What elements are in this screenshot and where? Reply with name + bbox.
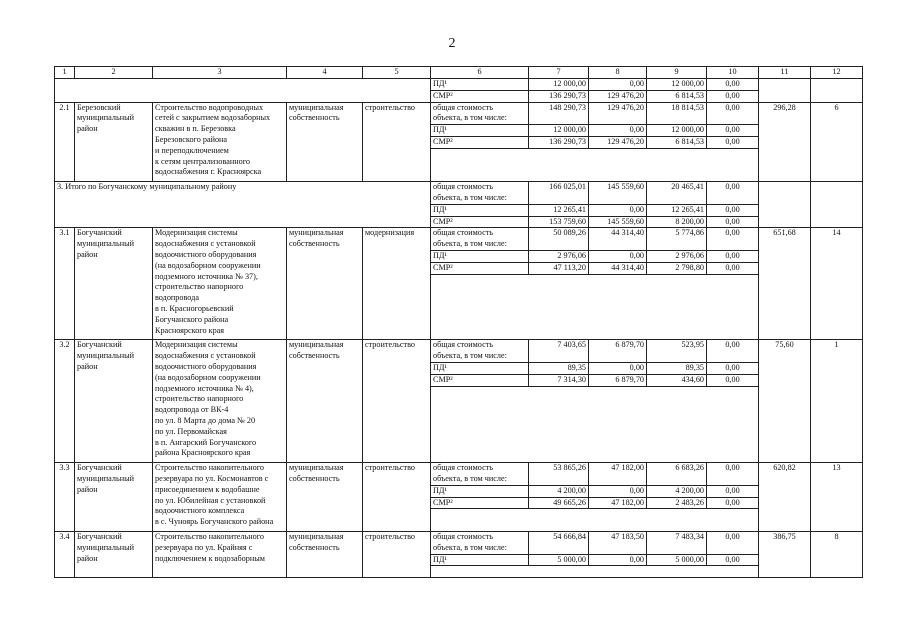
empty-cell <box>759 79 811 103</box>
object-name-line: водопровода от ВК-4 <box>155 405 229 415</box>
object-name-line: в п. Ангарский Богучанского <box>155 437 257 447</box>
smr-c9: 6 814,53 <box>675 136 704 146</box>
ownership-cell <box>287 463 363 532</box>
pd-c9: 2 976,06 <box>647 251 706 263</box>
detail-c8-cell <box>589 125 647 149</box>
ownership-cell <box>287 531 363 577</box>
detail-c7-cell <box>529 554 589 566</box>
pd-c7: 5 000,00 <box>557 554 586 564</box>
detail-c8-cell <box>589 250 647 274</box>
total-c10: 0,00 <box>725 182 740 192</box>
total-c7: 53 865,26 <box>529 463 589 486</box>
pd-label: ПД¹ <box>431 79 529 91</box>
object-name-line: (на водозаборном сооружении <box>155 260 261 270</box>
total-c10: 0,00 <box>707 102 759 125</box>
spacer <box>591 193 644 204</box>
col12-cell: 13 <box>811 463 863 532</box>
header-cell: 1 <box>55 67 75 79</box>
object-name-line: водоочистного оборудования <box>155 249 257 259</box>
header-cell: 10 <box>707 67 759 79</box>
page-number: 2 <box>448 36 456 51</box>
continuation-row <box>55 90 863 102</box>
row-number: 3.1 <box>55 228 75 340</box>
detail-c7-cell <box>529 485 589 509</box>
district-line: Богучанский <box>77 340 122 350</box>
col12-cell: 14 <box>811 228 863 340</box>
pd-c10: 0,00 <box>707 79 759 91</box>
col11-cell: 620,82 <box>759 463 811 532</box>
object-name-line: водоснабжения с установкой <box>155 351 256 361</box>
header-cell: 12 <box>811 67 863 79</box>
smr-c8: 145 559,60 <box>607 216 644 226</box>
work-type-cell: строительство <box>363 102 431 182</box>
smr-label: СМР² <box>431 90 529 102</box>
district-line: муниципальный <box>77 542 134 552</box>
detail-c7-cell <box>529 362 589 386</box>
row-number: 3.3 <box>55 463 75 532</box>
spacer <box>649 193 704 204</box>
smr-label: СМР² <box>433 136 453 146</box>
pd-c8: 0,00 <box>589 79 647 91</box>
empty-cell <box>759 182 811 228</box>
work-type-cell: строительство <box>363 340 431 463</box>
smr-c7: 136 290,73 <box>549 136 586 146</box>
smr-c10: 0,00 <box>707 90 759 102</box>
district-line: район <box>77 249 98 259</box>
total-c8: 47 182,00 <box>589 463 647 486</box>
pd-c7: 2 976,06 <box>529 251 588 263</box>
pd-c8: 0,00 <box>629 554 644 564</box>
row-number: 3.2 <box>55 340 75 463</box>
pd-c8: 0,00 <box>589 251 646 263</box>
district-cell <box>75 463 153 532</box>
header-row <box>55 67 863 79</box>
object-name-line: резервуара по ул. Космонавтов с <box>155 473 269 483</box>
pd-c8: 0,00 <box>589 125 646 137</box>
smr-label: СМР² <box>433 216 453 226</box>
object-name-line: по ул. Первомайская <box>155 426 227 436</box>
total-label-cell <box>431 228 529 251</box>
total-label-line: объекта, в том числе: <box>433 192 507 202</box>
detail-c10-cell <box>707 554 759 566</box>
total-c10: 0,00 <box>707 228 759 251</box>
smr-c9: 2 798,80 <box>675 262 704 272</box>
object-name-line: Модернизация системы <box>155 340 238 350</box>
object-name-line: подземного источника № 37), <box>155 271 258 281</box>
pd-label: ПД¹ <box>431 363 528 375</box>
pd-label: ПД¹ <box>433 554 447 564</box>
detail-c7-cell <box>529 250 589 274</box>
smr-c10: 0,00 <box>725 262 740 272</box>
smr-c10: 0,00 <box>725 497 740 507</box>
district-line: Богучанский <box>77 463 122 473</box>
total-label-cell <box>431 102 529 125</box>
object-row <box>55 228 863 251</box>
smr-c10: 0,00 <box>725 136 740 146</box>
work-type-cell: строительство <box>363 463 431 532</box>
row-number: 2.1 <box>55 102 75 182</box>
detail-label-cell <box>431 250 529 274</box>
object-name-cell <box>153 102 287 182</box>
ownership-line: собственность <box>289 351 340 361</box>
detail-c9-cell <box>647 554 707 566</box>
object-name-line: Строительство водопроводных <box>155 102 264 112</box>
col12-cell: 6 <box>811 102 863 182</box>
smr-c9: 8 200,00 <box>675 216 704 226</box>
ownership-line: муниципальная <box>289 228 344 238</box>
subtotal-label: 3. Итого по Богучанскому муниципальному району <box>55 182 431 228</box>
detail-c9-cell <box>647 125 707 149</box>
pd-c8: 0,00 <box>589 363 646 375</box>
header-cell: 8 <box>589 67 647 79</box>
object-name-line: водоочистного комплекса <box>155 506 245 516</box>
total-c10: 0,00 <box>707 340 759 363</box>
total-c8: 145 559,60 <box>607 182 644 192</box>
col12-cell: 8 <box>811 531 863 577</box>
pd-c9: 12 265,41 <box>647 204 706 217</box>
district-line: муниципальный <box>77 239 134 249</box>
smr-c7: 49 665,26 <box>553 497 586 507</box>
object-row <box>55 531 863 554</box>
ownership-line: муниципальная <box>289 102 344 112</box>
object-name-line: присоединением к водобашне <box>155 484 260 494</box>
object-name-cell <box>153 463 287 532</box>
smr-label: СМР² <box>433 497 453 507</box>
object-name-line: строительство напорного <box>155 282 244 292</box>
ownership-cell <box>287 228 363 340</box>
total-c9: 5 774,86 <box>647 228 707 251</box>
detail-label-cell <box>431 485 529 509</box>
detail-c9-cell <box>647 250 707 274</box>
header-cell: 11 <box>759 67 811 79</box>
ownership-cell <box>287 102 363 182</box>
object-name-line: водоснабжения г. Красноярска <box>155 167 262 177</box>
pd-c7: 12 265,41 <box>529 204 588 217</box>
district-line: район <box>77 361 98 371</box>
total-label-line: объекта, в том числе: <box>433 239 507 249</box>
object-name-line: Богучанского района <box>155 314 229 324</box>
smr-c7: 7 314,30 <box>557 374 586 384</box>
detail-c10-cell <box>707 362 759 386</box>
total-label-line: общая стоимость <box>433 340 494 350</box>
smr-c7: 47 113,20 <box>553 262 586 272</box>
ownership-line: собственность <box>289 542 340 552</box>
pd-c10: 0,00 <box>707 486 758 498</box>
total-c8: 44 314,40 <box>589 228 647 251</box>
detail-c8-cell <box>589 362 647 386</box>
detail-c9-cell <box>647 362 707 386</box>
total-label-line: общая стоимость <box>433 463 494 473</box>
total-label-line: общая стоимость <box>433 228 494 238</box>
district-line: район <box>77 484 98 494</box>
ownership-line: муниципальная <box>289 340 344 350</box>
continuation-row <box>55 79 863 91</box>
filler-cell <box>431 148 759 181</box>
header-cell: 5 <box>363 67 431 79</box>
detail-c7-cell <box>529 125 589 149</box>
smr-c9: 434,60 <box>681 374 704 384</box>
row-number: 3.4 <box>55 531 75 577</box>
pd-c9: 89,35 <box>647 363 706 375</box>
district-cell <box>75 340 153 463</box>
object-name-line: в п. Красногорьевский <box>155 303 234 313</box>
district-line: Богучанский <box>77 228 122 238</box>
col11-cell: 651,68 <box>759 228 811 340</box>
pd-c7: 4 200,00 <box>529 486 588 498</box>
ownership-line: муниципальная <box>289 463 344 473</box>
object-name-cell <box>153 531 287 577</box>
smr-c8: 6 879,70 <box>615 374 644 384</box>
district-line: муниципальный <box>77 113 134 123</box>
object-name-line: водопровода <box>155 293 199 303</box>
smr-c8: 129 476,20 <box>607 136 644 146</box>
detail-c10-cell <box>707 125 759 149</box>
object-name-line: сетей с закрытием водозаборных <box>155 113 271 123</box>
pd-c10: 0,00 <box>707 204 758 217</box>
total-c8: 129 476,20 <box>589 102 647 125</box>
empty-cell <box>55 90 431 102</box>
total-c10: 0,00 <box>707 531 759 554</box>
object-name-line: скважин в п. Березовка <box>155 124 236 134</box>
detail-label-cell <box>431 554 529 566</box>
object-name-line: подключением к водозаборным <box>155 553 265 563</box>
header-cell: 2 <box>75 67 153 79</box>
district-line: район <box>77 553 98 563</box>
district-line: муниципальный <box>77 473 134 483</box>
pd-label: ПД¹ <box>431 125 528 137</box>
object-name-line: Красноярского края <box>155 325 225 335</box>
total-c9: 6 683,26 <box>647 463 707 486</box>
smr-c10: 0,00 <box>725 216 740 226</box>
pd-c10: 0,00 <box>707 251 758 263</box>
spacer <box>709 193 756 204</box>
detail-c9-cell <box>647 485 707 509</box>
total-c9: 20 465,41 <box>671 182 704 192</box>
object-name-line: Строительство накопительного <box>155 463 264 473</box>
object-name-line: Березовского района <box>155 134 228 144</box>
object-name-line: строительство напорного <box>155 394 244 404</box>
object-name-line: подземного источника № 4), <box>155 383 254 393</box>
pd-c10: 0,00 <box>707 125 758 137</box>
total-c8: 6 879,70 <box>589 340 647 363</box>
detail-c8-cell <box>589 554 647 566</box>
work-type-cell: строительство <box>363 531 431 577</box>
subtotal-c9-cell <box>647 182 707 228</box>
subtotal-row <box>55 182 863 228</box>
object-name-line: резервуара по ул. Крайняя с <box>155 542 253 552</box>
investment-table <box>54 66 863 578</box>
ownership-line: муниципальная <box>289 531 344 541</box>
total-c7: 54 666,84 <box>529 531 589 554</box>
smr-c9: 2 483,26 <box>675 497 704 507</box>
pd-c9: 12 000,00 <box>647 125 706 137</box>
district-cell <box>75 102 153 182</box>
empty-cell <box>811 79 863 103</box>
detail-c10-cell <box>707 485 759 509</box>
header-cell: 4 <box>287 67 363 79</box>
total-c9: 7 483,34 <box>647 531 707 554</box>
total-label-cell <box>431 463 529 486</box>
total-label-line: объекта, в том числе: <box>433 473 507 483</box>
object-name-line: (на водозаборном сооружении <box>155 372 261 382</box>
filler-cell <box>431 386 759 463</box>
total-label-line: объекта, в том числе: <box>433 351 507 361</box>
ownership-line: собственность <box>289 239 340 249</box>
header-cell: 9 <box>647 67 707 79</box>
col12-cell: 1 <box>811 340 863 463</box>
col11-cell: 75,60 <box>759 340 811 463</box>
ownership-cell <box>287 340 363 463</box>
ownership-line: собственность <box>289 113 340 123</box>
object-name-cell <box>153 340 287 463</box>
object-name-line: Модернизация системы <box>155 228 238 238</box>
filler-cell <box>431 566 759 578</box>
pd-c7: 12 000,00 <box>529 125 588 137</box>
total-c7: 148 290,73 <box>529 102 589 125</box>
smr-c8: 47 182,00 <box>611 497 644 507</box>
col11-cell: 296,28 <box>759 102 811 182</box>
empty-cell <box>811 182 863 228</box>
work-type-cell: модернизация <box>363 228 431 340</box>
total-label-cell <box>431 531 529 554</box>
object-name-line: в с. Чуноярь Богучанского района <box>155 517 274 527</box>
object-row <box>55 340 863 363</box>
object-name-line: района Красноярского края <box>155 448 251 458</box>
subtotal-c7-cell <box>529 182 589 228</box>
detail-label-cell <box>431 125 529 149</box>
smr-label: СМР² <box>433 262 453 272</box>
spacer <box>531 193 586 204</box>
detail-c8-cell <box>589 485 647 509</box>
total-label-line: объекта, в том числе: <box>433 113 507 123</box>
pd-c8: 0,00 <box>589 204 646 217</box>
total-label-line: общая стоимость <box>433 531 494 541</box>
total-c7: 50 089,26 <box>529 228 589 251</box>
pd-label: ПД¹ <box>431 486 528 498</box>
smr-c9: 6 814,53 <box>647 90 707 102</box>
filler-cell <box>431 274 759 340</box>
detail-c10-cell <box>707 250 759 274</box>
smr-c10: 0,00 <box>725 374 740 384</box>
object-name-line: по ул. 8 Марта до дома № 20 <box>155 415 256 425</box>
district-line: район <box>77 124 98 134</box>
pd-c8: 0,00 <box>589 486 646 498</box>
subtotal-c8-cell <box>589 182 647 228</box>
col11-cell: 386,75 <box>759 531 811 577</box>
filler-cell <box>431 509 759 532</box>
pd-c9: 12 000,00 <box>647 79 707 91</box>
district-line: муниципальный <box>77 351 134 361</box>
district-cell <box>75 531 153 577</box>
pd-c10: 0,00 <box>725 554 740 564</box>
total-label-line: общая стоимость <box>433 102 494 112</box>
ownership-line: собственность <box>289 473 340 483</box>
total-c9: 18 814,53 <box>647 102 707 125</box>
detail-label-cell <box>431 362 529 386</box>
object-row <box>55 463 863 486</box>
object-name-line: к сетям централизованного <box>155 156 250 166</box>
subtotal-c10-cell <box>707 182 759 228</box>
object-row <box>55 102 863 125</box>
total-label-cell <box>431 340 529 363</box>
smr-c8: 129 476,20 <box>589 90 647 102</box>
pd-c7: 89,35 <box>529 363 588 375</box>
total-label-line: объекта, в том числе: <box>433 542 507 552</box>
total-label-line: общая стоимость <box>433 182 494 192</box>
object-name-cell <box>153 228 287 340</box>
object-name-line: по ул. Юбилейная с установкой <box>155 495 266 505</box>
total-c8: 47 183,50 <box>589 531 647 554</box>
total-c7: 7 403,65 <box>529 340 589 363</box>
district-cell <box>75 228 153 340</box>
smr-c8: 44 314,40 <box>611 262 644 272</box>
total-c7: 166 025,01 <box>549 182 586 192</box>
total-c9: 523,95 <box>647 340 707 363</box>
smr-c7: 153 759,60 <box>549 216 586 226</box>
district-line: Богучанский <box>77 531 122 541</box>
empty-cell <box>55 79 431 91</box>
pd-c9: 5 000,00 <box>675 554 704 564</box>
district-line: Березовский <box>77 102 121 112</box>
header-cell: 7 <box>529 67 589 79</box>
smr-label: СМР² <box>433 374 453 384</box>
total-label-cell <box>431 182 529 228</box>
pd-label: ПД¹ <box>431 251 528 263</box>
object-name-line: и переподключением <box>155 145 229 155</box>
pd-c7: 12 000,00 <box>529 79 589 91</box>
pd-c9: 4 200,00 <box>647 486 706 498</box>
object-name-line: водоочистного оборудования <box>155 361 257 371</box>
pd-label: ПД¹ <box>431 204 528 217</box>
header-cell: 3 <box>153 67 287 79</box>
pd-c10: 0,00 <box>707 363 758 375</box>
object-name-line: водоснабжения с установкой <box>155 239 256 249</box>
total-c10: 0,00 <box>707 463 759 486</box>
header-cell: 6 <box>431 67 529 79</box>
smr-c7: 136 290,73 <box>529 90 589 102</box>
object-name-line: Строительство накопительного <box>155 531 264 541</box>
